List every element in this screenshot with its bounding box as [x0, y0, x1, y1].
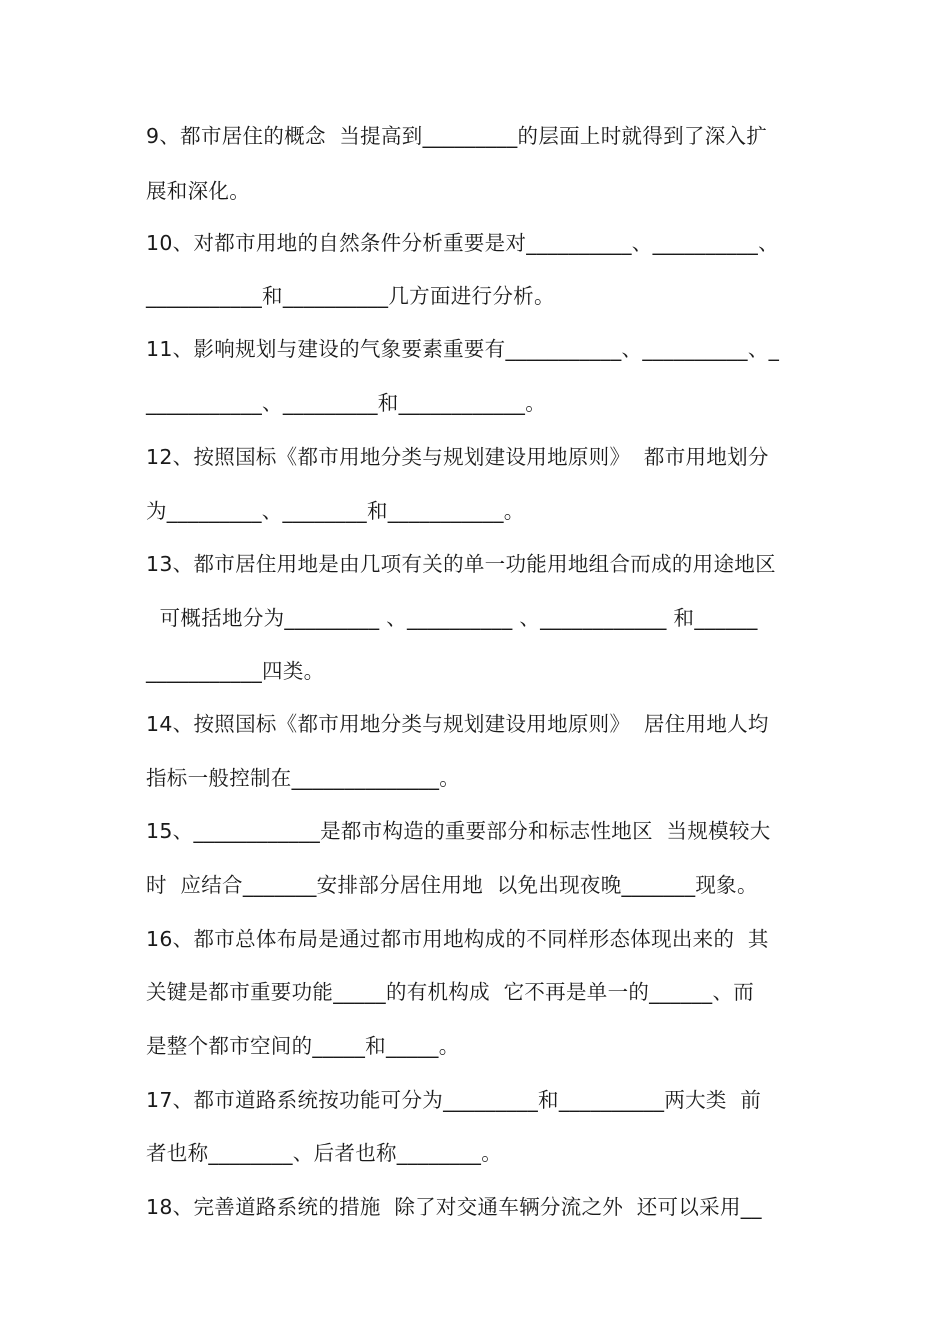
text-line: ___________和__________几方面进行分析。 [146, 284, 555, 308]
text-line: 可概括地分为_________ 、__________ 、____________ 和______ [146, 606, 758, 630]
text-line: 13、都市居住用地是由几项有关的单一功能用地组合而成的用途地区 [146, 552, 776, 576]
text-line: ___________、_________和____________。 [146, 391, 546, 415]
text-line: 关键是都市重要功能_____的有机构成 它不再是单一的______、而 [146, 980, 755, 1004]
text-line: ___________四类。 [146, 659, 325, 683]
text-line: 为_________、________和___________。 [146, 499, 525, 523]
text-line: 9、都市居住的概念 当提高到_________的层面上时就得到了深入扩 [146, 124, 768, 148]
text-line: 18、完善道路系统的措施 除了对交通车辆分流之外 还可以采用__ [146, 1195, 762, 1219]
text-line: 15、____________是都市构造的重要部分和标志性地区 当规模较大 [146, 819, 771, 843]
text-line: 者也称________、后者也称________。 [146, 1141, 502, 1165]
text-line: 展和深化。 [146, 179, 250, 203]
text-line: 14、按照国标《都市用地分类与规划建设用地原则》 居住用地人均 [146, 712, 769, 736]
text-line: 时 应结合_______安排部分居住用地 以免出现夜晚_______现象。 [146, 873, 758, 897]
text-line: 11、影响规划与建设的气象要素重要有___________、__________、_ [146, 337, 780, 361]
text-line: 是整个都市空间的_____和_____。 [146, 1034, 460, 1058]
text-line: 指标一般控制在______________。 [146, 766, 461, 790]
text-line: 12、按照国标《都市用地分类与规划建设用地原则》 都市用地划分 [146, 445, 769, 469]
text-line: 10、对都市用地的自然条件分析重要是对__________、__________、 [146, 231, 779, 255]
text-line: 16、都市总体布局是通过都市用地构成的不同样形态体现出来的 其 [146, 927, 769, 951]
text-line: 17、都市道路系统按功能可分为_________和__________两大类 前 [146, 1088, 762, 1112]
